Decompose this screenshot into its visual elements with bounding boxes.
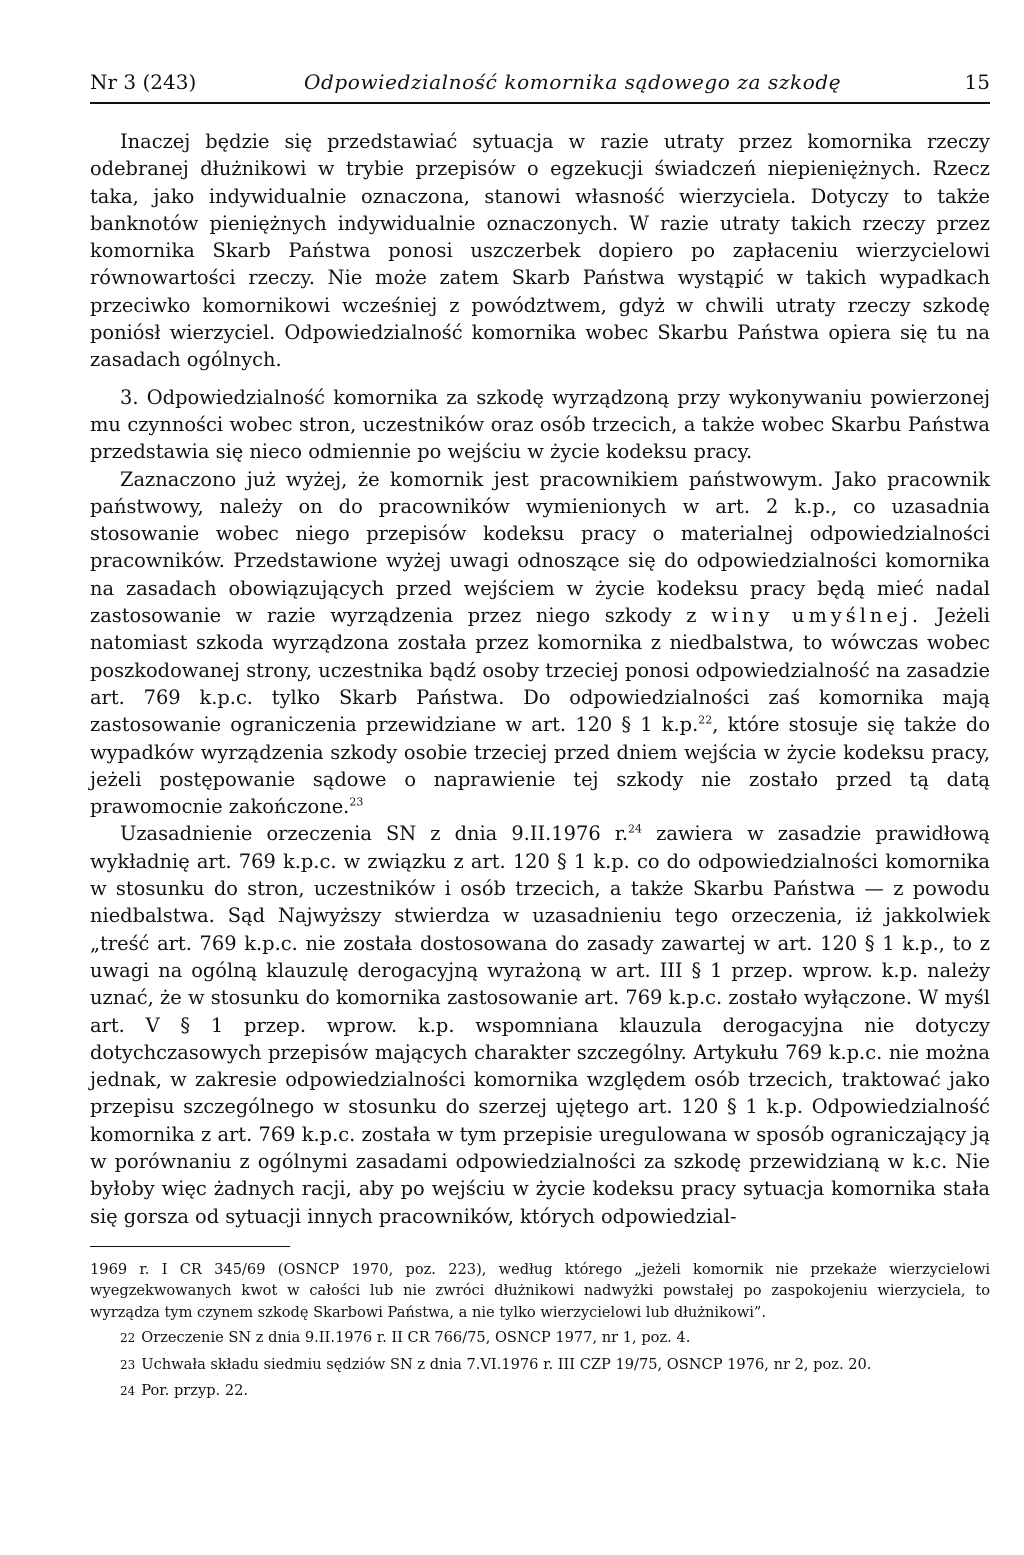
paragraph-3-text-c: , które stosuje się także do wypadków wyrządzenia szkody osobie trzeciej przed dniem wejścia w życie kodeksu pracy, jeżeli postępowanie sądowe o naprawienie tej szkody nie zostało przed tą datą prawomocnie zakończone. xyxy=(90,713,991,819)
paragraph-4-text-a: Uzasadnienie orzeczenia SN z dnia 9.II.1976 r. xyxy=(120,822,629,846)
page-number: 15 xyxy=(964,70,990,94)
paragraph-4 xyxy=(90,820,990,1229)
footnote-number: 24 xyxy=(120,1384,136,1399)
footnote-ref-24[interactable]: 24 xyxy=(628,822,643,836)
paragraph-4-text-b: zawiera w zasadzie prawidłową wykładnię art. 769 k.p.c. w związku z art. 120 § 1 k.p. co do odpowiedzialności komornika w stosunku do stron, uczestników i osób trzecich, a także Skarbu Państwa — z powodu niedbalstwa. Sąd Najwyższy stwierdza w uzasadnieniu tego orzeczenia, iż jakkolwiek „treść art. 769 k.p.c. nie została dostosowana do zasady zawartej w art. 120 § 1 k.p., to z uwagi na ogólną klauzulę derogacyjną wyrażoną w art. III § 1 przep. wprow. k.p. należy uznać, że w stosunku do komornika zastosowanie art. 769 k.p.c. zostało wyłączone. W myśl art. V § 1 przep. wprow. k.p. wspomniana klauzula derogacyjna nie dotyczy dotychczasowych przepisów mających charakter szczególny. Artykułu 769 k.p.c. nie można jednak, w zakresie odpowiedzialności komornika względem osób trzecich, traktować jako przepisu szczególnego w stosunku do szerzej ujętego art. 120 § 1 k.p. Odpowiedzialność komornika z art. 769 k.p.c. została w tym przepisie uregulowana w sposób ograniczający ją w porównaniu z ogólnymi zasadami odpowiedzialności za szkodę przewidzianą w k.c. Nie byłoby więc żadnych racji, aby po wejściu w życie kodeksu pracy sytuacja komornika stała się gorsza od sytuacji innych pracowników, których odpowiedzial- xyxy=(90,822,990,1228)
spaced-emphasis: winy umyślnej. xyxy=(711,604,923,628)
footnote-continuation: 1969 r. I CR 345/69 (OSNCP 1970, poz. 223), według którego „jeżeli komornik nie przekaże wierzycielowi wyegzekwowanych kwot w całości lub nie zwróci dłużnikowi nadwyżki powstałej po zaspokojeniu wierzyciela, to wyrządza tym czynem szkodę Skarbowi Państwa, a nie tylko wierzycielowi lub dłużnikowi”. xyxy=(90,1260,990,1321)
paragraph-3 xyxy=(90,466,990,821)
footnote-number: 22 xyxy=(120,1331,136,1346)
footnote-text: Uchwała składu siedmiu sędziów SN z dnia 7.VI.1976 r. III CZP 19/75, OSNCP 1976, nr 2, poz. 20. xyxy=(141,1355,872,1373)
paragraph-3-text-a: Zaznaczono już wyżej, że komornik jest pracownikiem państwowym. Jako pracownik państwowy, należy on do pracowników wymienionych w art. 2 k.p., co uzasadnia stosowanie wobec niego przepisów kodeksu pracy o materialnej odpowiedzialności pracowników. Przedstawione wyżej uwagi odnoszące się do odpowiedzialności komornika na zasadach obowiązujących przed wejściem w życie kodeksu pracy będą mieć nadal zastosowanie w razie wyrządzenia przez niego szkody z xyxy=(90,467,990,628)
footnote-text: Por. przyp. 22. xyxy=(141,1382,249,1400)
paragraph-1: Inaczej będzie się przedstawiać sytuacja w razie utraty przez komornika rzeczy odebranej dłużnikowi w trybie przepisów o egzekucji świadczeń niepieniężnych. Rzecz taka, jako indywidualnie oznaczona, stanowi własność wierzyciela. Dotyczy to także banknotów pieniężnych indywidualnie oznaczonych. W razie utraty takich rzeczy przez komornika Skarb Państwa ponosi uszczerbek dopiero po zapłaceniu wierzycielowi równowartości rzeczy. Nie może zatem Skarb Państwa wystąpić w takich wypadkach przeciwko komornikowi wcześniej z powództwem, gdyż w chwili utraty rzeczy szkodę poniósł wierzyciel. Odpowiedzialność komornika wobec Skarbu Państwa opiera się tu na zasadach ogólnych. xyxy=(90,130,990,372)
issue-number: Nr 3 (243) xyxy=(90,70,197,94)
document-page xyxy=(90,62,990,1403)
footnote-24 xyxy=(90,1380,990,1403)
running-header xyxy=(90,62,990,104)
running-title: Odpowiedzialność komornika sądowego za szkodę xyxy=(304,70,842,94)
main-text xyxy=(90,128,990,1230)
footnote-number: 23 xyxy=(120,1357,136,1372)
footnote-ref-22[interactable]: 22 xyxy=(698,713,713,727)
footnote-text: Orzeczenie SN z dnia 9.II.1976 r. II CR 766/75, OSNCP 1977, nr 1, poz. 4. xyxy=(141,1329,691,1347)
paragraph-3-text-b: Jeżeli natomiast szkoda wyrządzona została przez komornika z niedbalstwa, to wówczas wobec poszkodowanej strony, uczestnika bądź osoby trzeciej ponosi odpowiedzialność na zasadzie art. 769 k.p.c. tylko Skarb Państwa. Do odpowiedzialności zaś komornika mają zastosowanie ograniczenia przewidziane w art. 120 § 1 k.p. xyxy=(90,604,991,737)
paragraph-2: 3. Odpowiedzialność komornika za szkodę wyrządzoną przy wykonywaniu powierzonej mu czynności wobec stron, uczestników oraz osób trzecich, a także wobec Skarbu Państwa przedstawia się nieco odmiennie po wejściu w życie kodeksu pracy. xyxy=(90,385,990,464)
footnote-divider xyxy=(90,1246,290,1247)
footnote-23 xyxy=(90,1354,990,1377)
footnotes xyxy=(90,1259,990,1403)
footnote-ref-23[interactable]: 23 xyxy=(349,795,364,809)
footnote-22 xyxy=(90,1327,990,1350)
